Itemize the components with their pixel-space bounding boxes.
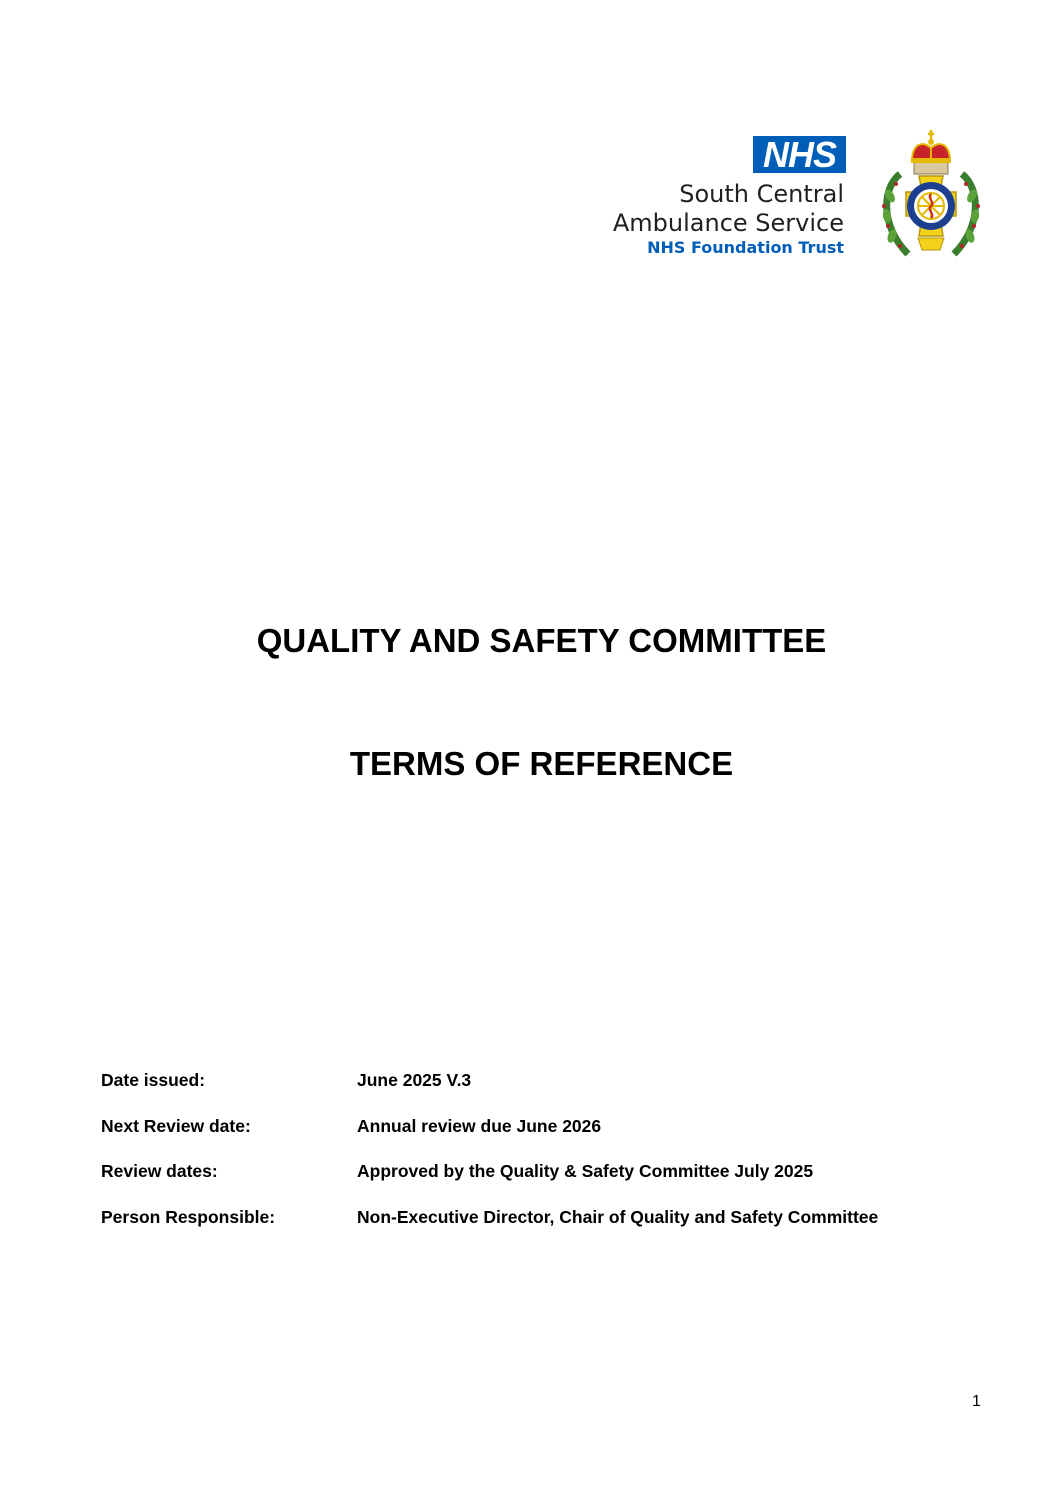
detail-label: Review dates: [101,1161,218,1181]
nhs-logo-mark: NHS [753,136,846,173]
detail-row-date-issued [101,1068,1001,1114]
document-subtitle: TERMS OF REFERENCE [349,745,734,782]
document-title: QUALITY AND SAFETY COMMITTEE [256,622,827,659]
ambulance-service-crest-icon [878,126,984,266]
detail-row-review-dates [101,1159,1001,1205]
detail-label: Date issued: [101,1070,206,1090]
detail-row-next-review-date [101,1114,1001,1160]
org-name-line1: South Central [679,180,844,208]
detail-value: Annual review due June 2026 [357,1115,602,1136]
detail-row-person-responsible [101,1205,1001,1251]
detail-value: Non-Executive Director, Chair of Quality and Safety Committee [357,1206,879,1227]
detail-label: Next Review date: [101,1115,251,1136]
detail-value: Approved by the Quality & Safety Committee July 2025 [357,1161,814,1181]
org-name-line2: Ambulance Service [612,209,844,237]
org-subtitle: NHS Foundation Trust [647,238,844,257]
document-details [101,1068,1001,1250]
detail-value: June 2025 V.3 [357,1070,472,1090]
page-number: 1 [972,1393,981,1410]
detail-label: Person Responsible: [101,1206,276,1227]
nhs-trust-logo [600,134,846,258]
